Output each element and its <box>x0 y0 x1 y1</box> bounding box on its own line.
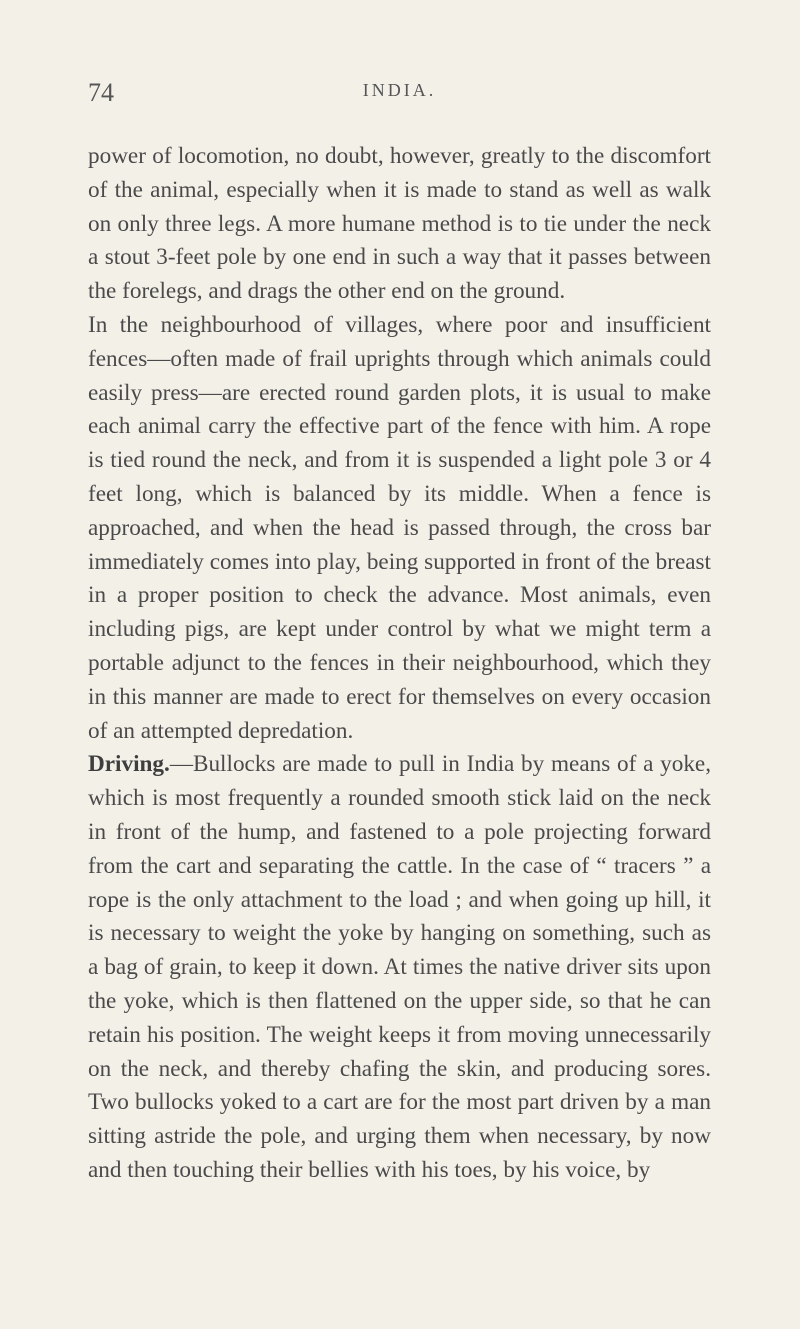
paragraph-driving <box>88 748 711 1187</box>
paragraph-continuation <box>88 140 711 309</box>
section-heading: Driving. <box>88 751 170 778</box>
paragraph-text: —Bullocks are made to pull in India by means of a yoke, which is most frequently a rounded smooth stick laid on the neck in front of the hump, and fastened to a pole projecting forward from the cart and separating the cattle. In the case of “ tracers ” a rope is the only attachment to the load ; and when going up hill, it is necessary to weight the yoke by hanging on something, such as a bag of grain, to keep it down. At times the native driver sits upon the yoke, which is then flattened on the upper side, so that he can retain his position. The weight keeps it from moving unnecessarily on the neck, and thereby chafing the skin, and producing sores. Two bullocks yoked to a cart are for the most part driven by a man sitting astride the pole, and urging them when necessary, by now and then touching their bellies with his toes, by his voice, by <box>88 751 711 1183</box>
page-header <box>88 78 711 108</box>
running-head: INDIA. <box>362 80 437 100</box>
body-text <box>88 140 711 1188</box>
page-number: 74 <box>88 78 114 107</box>
paragraph-text: power of locomotion, no doubt, however, greatly to the discomfort of the animal, especially when it is made to stand as well as walk on only three legs. A more humane method is to tie under the neck a stout 3-feet pole by one end in such a way that it passes between the forelegs, and drags the other end on the ground. <box>88 143 711 305</box>
paragraph-text: In the neighbourhood of villages, where poor and insufficient fences—often made of frail uprights through which animals could easily press—are erected round garden plots, it is usual to make each animal carry the effective part of the fence with him. A rope is tied round the neck, and from it is suspended a light pole 3 or 4 feet long, which is balanced by its middle. When a fence is approached, and when the head is passed through, the cross bar immediately comes into play, being supported in front of the breast in a proper position to check the advance. Most animals, even including pigs, are kept under control by what we might term a portable adjunct to the fences in their neighbourhood, which they in this manner are made to erect for themselves on every occasion of an attempted depredation. <box>88 311 711 744</box>
paragraph-villages <box>88 309 711 748</box>
